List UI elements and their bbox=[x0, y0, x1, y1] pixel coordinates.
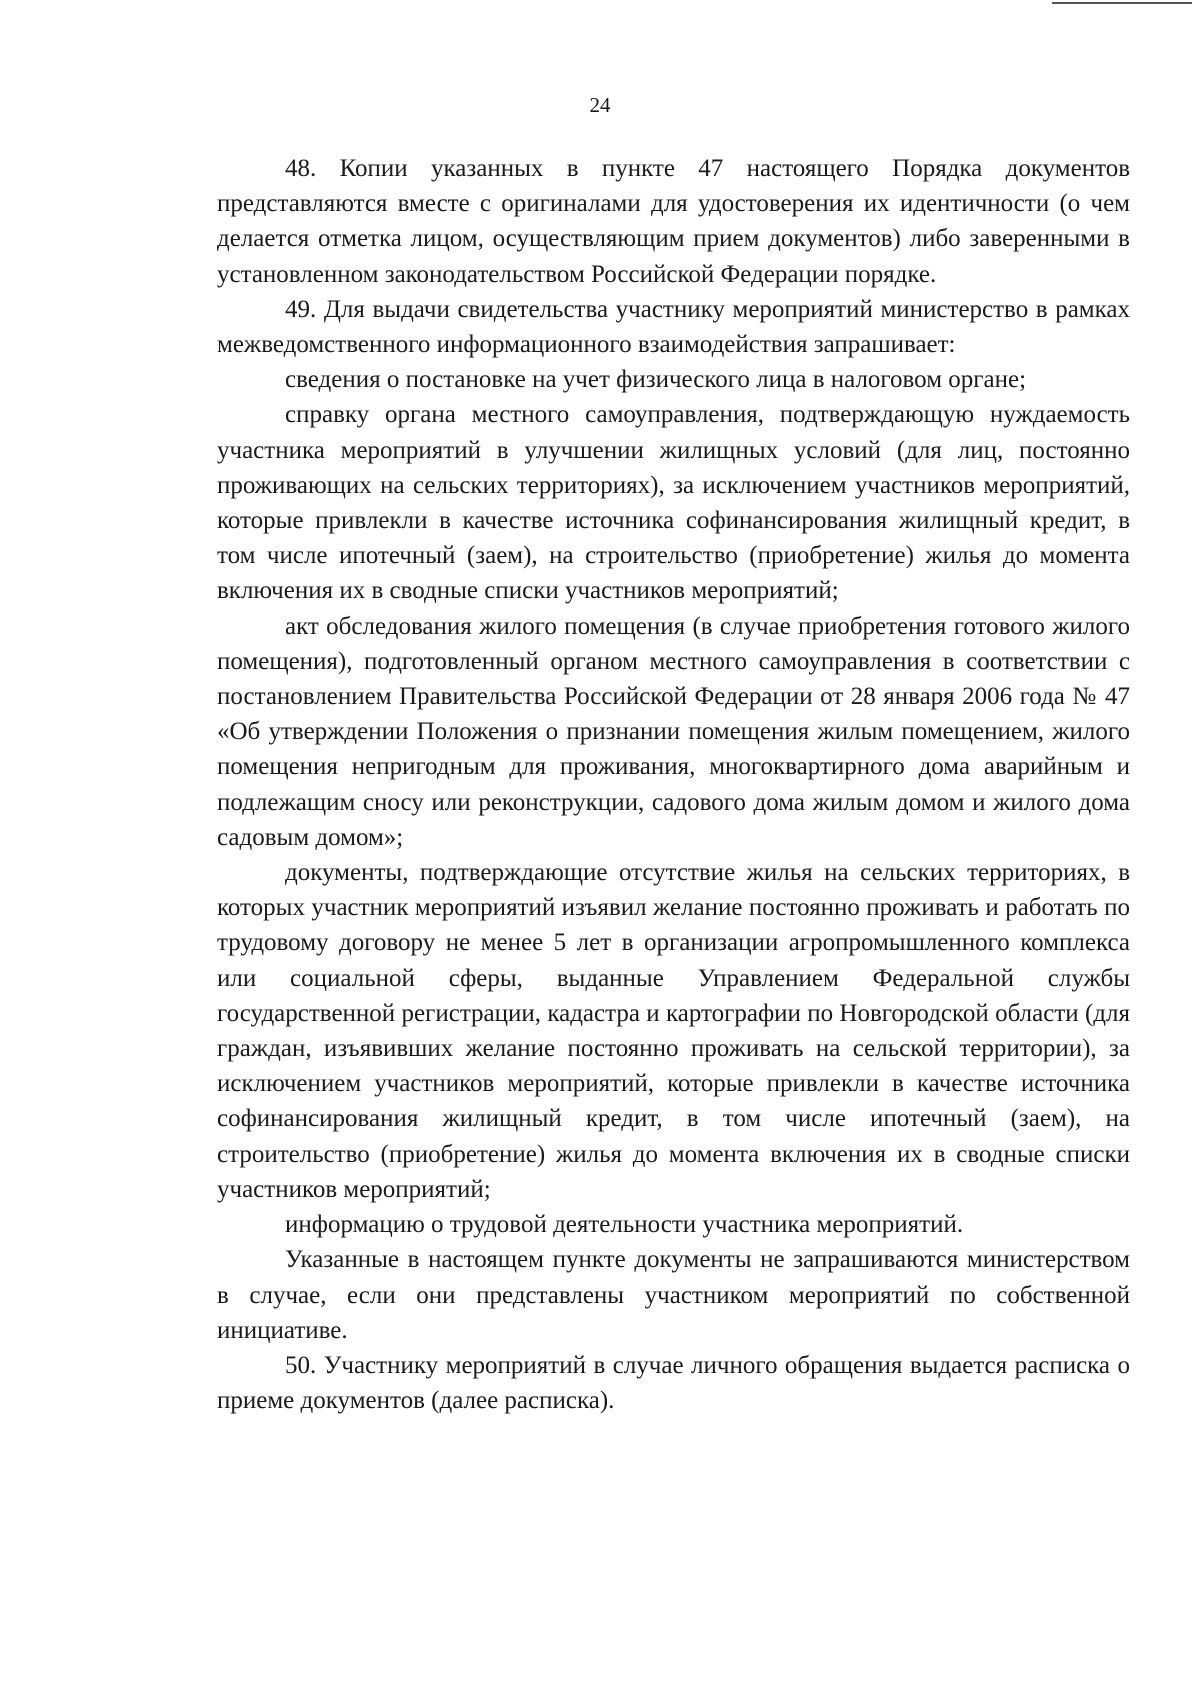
scan-edge-line bbox=[1052, 2, 1192, 4]
document-body bbox=[217, 151, 1130, 1418]
list-item-no-housing-documents: документы, подтверждающие отсутствие жилья на сельских территориях, в которых участник мероприятий изъявил желание постоянно проживать и работать по трудовому договору не менее 5 лет в организации агропромышленного комплекса или социальной сферы, выданные Управлением Федеральной службы государственной регистрации, кадастра и картографии по Новгородской области (для граждан, изъявивших желание постоянно проживать на сельской территории), за исключением участников мероприятий, которые привлекли в качестве источника софинансирования жилищный кредит, в том числе ипотечный (заем), на строительство (приобретение) жилья до момента включения их в сводные списки участников мероприятий; bbox=[217, 859, 1130, 1203]
list-item-inspection-act: акт обследования жилого помещения (в случае приобретения готового жилого помещения), подготовленный органом местного самоуправления в соответствии с постановлением Правительства Российской Федерации от 28 января 2006 года № 47 «Об утверждении Положения о признании помещения жилым помещением, жилого помещения непригодным для проживания, многоквартирного дома аварийным и подлежащим сносу или реконструкции, садового дома жилым домом и жилого дома садовым домом»; bbox=[217, 612, 1130, 851]
paragraph-49: 49. Для выдачи свидетельства участнику мероприятий министерство в рамках межведомственного информационного взаимодействия запрашивает: bbox=[217, 295, 1130, 359]
paragraph-50: 50. Участнику мероприятий в случае личного обращения выдается расписка о приеме документов (далее расписка). bbox=[217, 1351, 1130, 1415]
list-item-tax-registration: сведения о постановке на учет физического лица в налоговом органе; bbox=[285, 366, 1027, 394]
list-item-employment-info: информацию о трудовой деятельности участника мероприятий. bbox=[285, 1211, 964, 1239]
list-item-housing-need-certificate: справку органа местного самоуправления, подтверждающую нуждаемость участника мероприятий в улучшении жилищных условий (для лиц, постоянно проживающих на сельских территориях), за исключением участников мероприятий, которые привлекли в качестве источника софинансирования жилищный кредит, в том числе ипотечный (заем), на строительство (приобретение) жилья до момента включения их в сводные списки участников мероприятий; bbox=[217, 401, 1130, 605]
page-number: 24 bbox=[589, 93, 611, 117]
paragraph-note: Указанные в настоящем пункте документы не запрашиваются министерством в случае, если они представлены участником мероприятий по собственной инициативе. bbox=[217, 1246, 1130, 1344]
paragraph-48: 48. Копии указанных в пункте 47 настоящего Порядка документов представляются вместе с оригиналами для удостоверения их идентичности (о чем делается отметка лицом, осуществляющим прием документов) либо заверенными в установленном законодательством Российской Федерации порядке. bbox=[217, 155, 1130, 288]
